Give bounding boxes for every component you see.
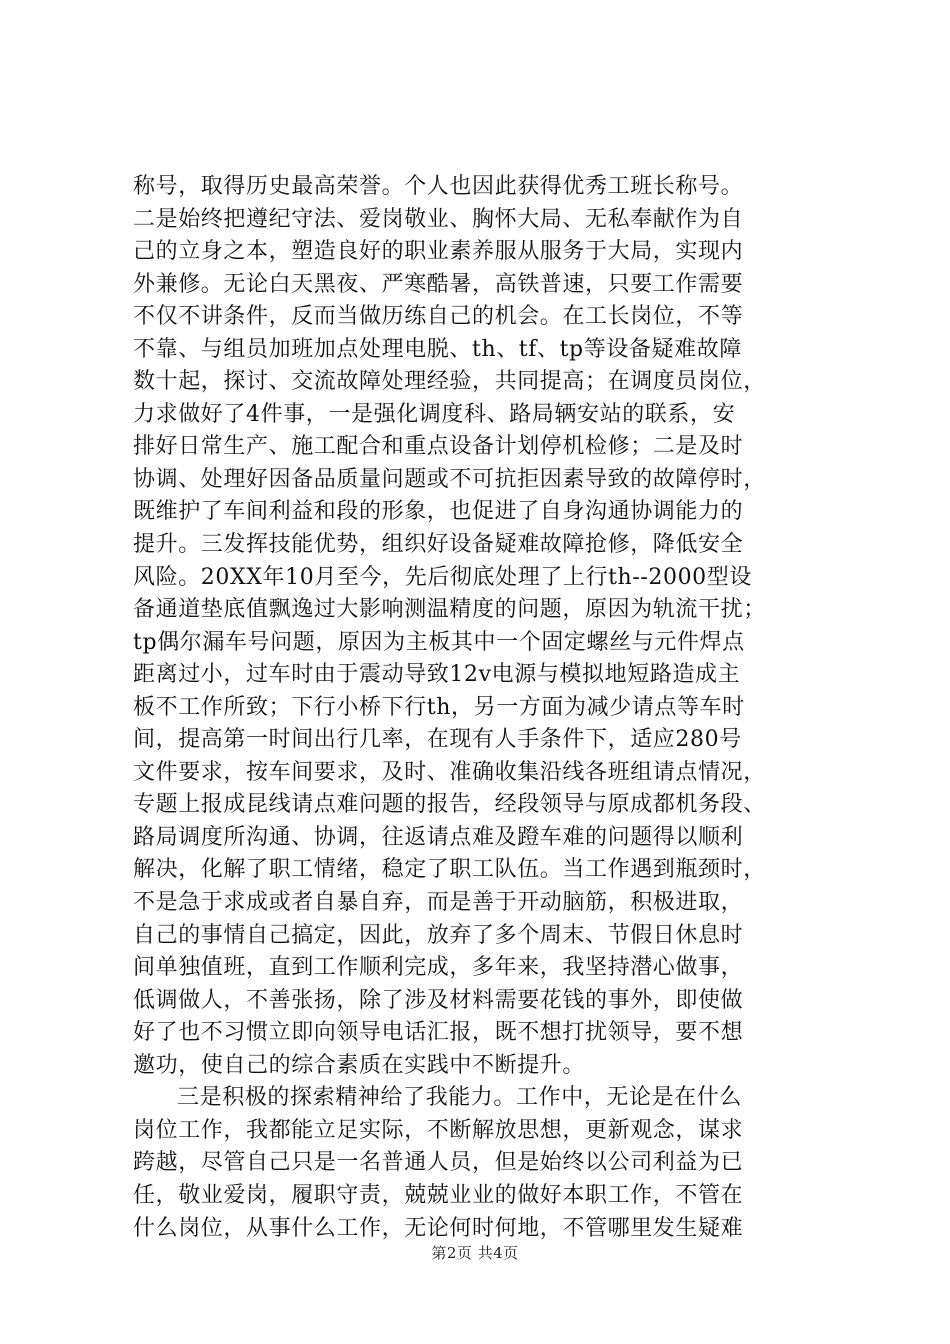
text-line: 岗位工作，我都能立足实际，不断解放思想，更新观念，谋求 <box>133 1117 744 1143</box>
text-line: 任，敬业爱岗，履职守责，兢兢业业的做好本职工作，不管在 <box>133 1182 744 1208</box>
text-line: 备通道垫底值飘逸过大影响测温精度的问题，原因为轨流干扰； <box>133 597 766 623</box>
text-line: 板不工作所致；下行小桥下行th，另一方面为减少请点等车时 <box>133 694 745 720</box>
text-line: 专题上报成昆线请点难问题的报告，经段领导与原成都机务段、 <box>133 792 766 818</box>
text-line: 二是始终把遵纪守法、爱岗敬业、胸怀大局、无私奉献作为自 <box>133 206 744 232</box>
text-line: tp偶尔漏车号问题，原因为主板其中一个固定螺丝与元件焊点 <box>133 629 745 655</box>
text-line: 协调、处理好因备品质量问题或不可抗拒因素导致的故障停时， <box>133 466 766 492</box>
text-line: 什么岗位，从事什么工作，无论何时何地，不管哪里发生疑难 <box>133 1215 744 1241</box>
text-line: 路局调度所沟通、协调，往返请点难及蹬车难的问题得以顺利 <box>133 824 744 850</box>
text-line: 解决，化解了职工情绪，稳定了职工队伍。当工作遇到瓶颈时， <box>133 857 766 883</box>
text-line: 邀功，使自己的综合素质在实践中不断提升。 <box>133 1052 586 1078</box>
text-line: 称号，取得历史最高荣誉。个人也因此获得优秀工班长称号。 <box>133 174 744 199</box>
text-line: 好了也不习惯立即向领导电话汇报，既不想打扰领导，要不想 <box>133 1020 744 1046</box>
text-line: 己的立身之本，塑造良好的职业素养服从服务于大局，实现内 <box>133 239 744 265</box>
page-number-footer: 第2页 共4页 <box>431 1244 519 1262</box>
text-line: 文件要求，按车间要求，及时、准确收集沿线各班组请点情况， <box>133 759 766 785</box>
text-line: 提升。三发挥技能优势，组织好设备疑难故障抢修，降低安全 <box>133 532 744 558</box>
text-line: 自己的事情自己搞定，因此，放弃了多个周末、节假日休息时 <box>133 922 744 948</box>
text-line: 数十起，探讨、交流故障处理经验，共同提高；在调度员岗位， <box>133 369 766 395</box>
text-line: 不是急于求成或者自暴自弃，而是善于开动脑筋，积极进取， <box>133 890 744 916</box>
text-line: 低调做人，不善张扬，除了涉及材料需要花钱的事外，即使做 <box>133 987 744 1013</box>
text-line: 不靠、与组员加班加点处理电脱、th、tf、tp等设备疑难故障 <box>133 336 742 362</box>
text-line: 不仅不讲条件，反而当做历练自己的机会。在工长岗位，不等 <box>133 304 744 330</box>
text-line: 既维护了车间利益和段的形象，也促进了自身沟通协调能力的 <box>133 499 744 525</box>
paragraph-start-line: 三是积极的探索精神给了我能力。工作中，无论是在什么 <box>177 1085 743 1111</box>
document-body <box>133 171 833 1245</box>
text-line: 风险。20XX年10月至今，先后彻底处理了上行th--2000型设 <box>133 564 752 590</box>
text-line: 排好日常生产、施工配合和重点设备计划停机检修；二是及时 <box>133 434 744 460</box>
text-line: 间，提高第一时间出行几率，在现有人手条件下，适应280号 <box>133 727 742 753</box>
text-line: 距离过小，过车时由于震动导致12v电源与模拟地短路造成主 <box>133 662 741 688</box>
text-line: 间单独值班，直到工作顺利完成，多年来，我坚持潜心做事， <box>133 955 744 981</box>
text-line: 跨越，尽管自己只是一名普通人员，但是始终以公司利益为已 <box>133 1150 744 1176</box>
text-line: 力求做好了4件事，一是强化调度科、路局辆安站的联系，安 <box>133 401 736 427</box>
text-line: 外兼修。无论白天黑夜、严寒酷暑，高铁普速，只要工作需要 <box>133 271 744 297</box>
